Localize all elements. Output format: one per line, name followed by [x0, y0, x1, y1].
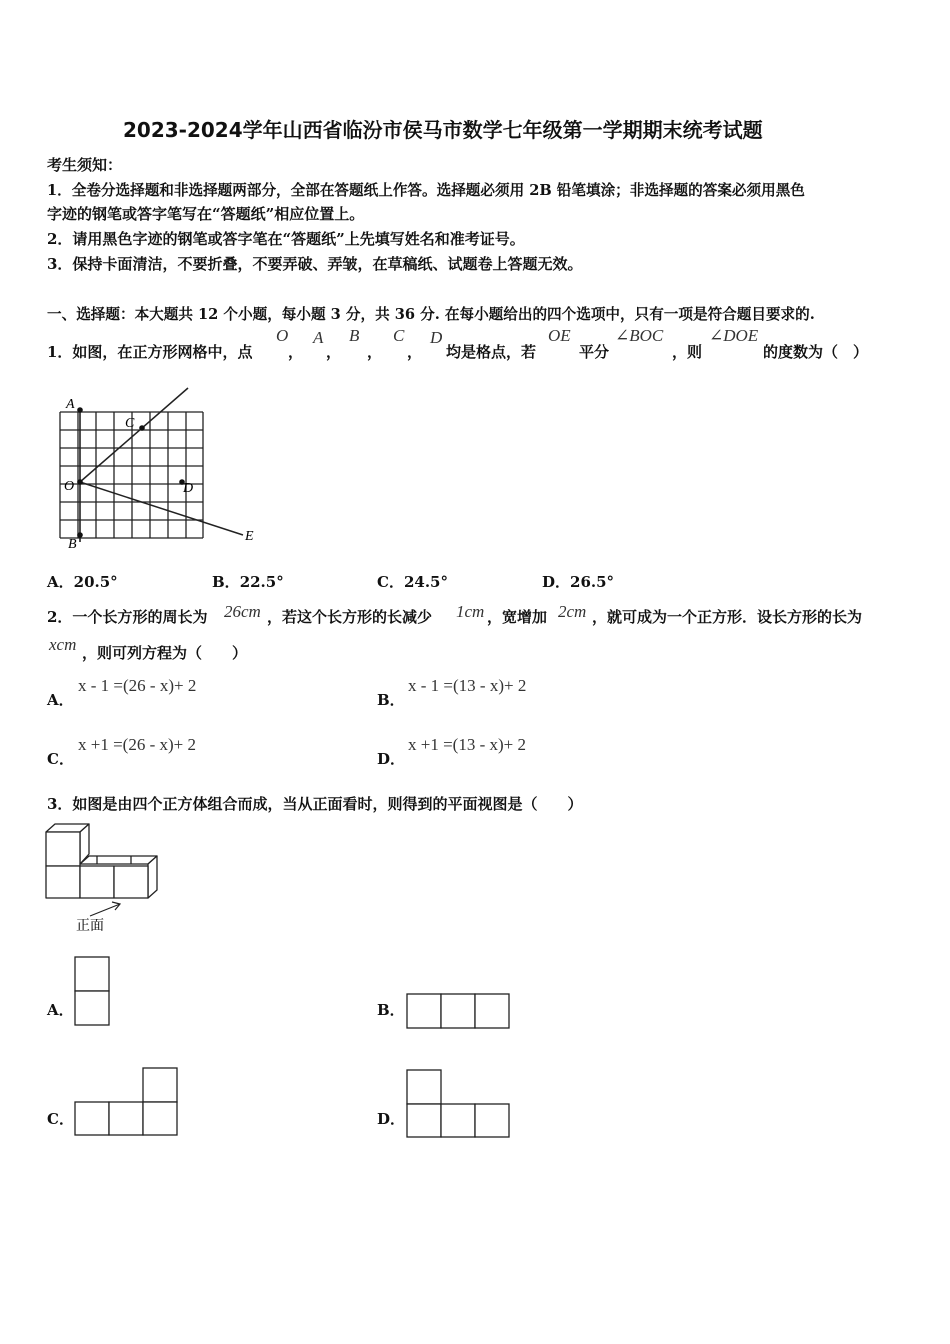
q1-option-b[interactable] — [212, 571, 284, 592]
q1-option-a-text: 20.5° — [73, 573, 118, 591]
q1-point-a: A — [313, 328, 324, 347]
q1-prefix: 1．如图，在正方形网格中，点 — [47, 343, 253, 361]
q1-option-c-label: C． — [377, 573, 404, 591]
q1-fig-label-e: E — [245, 529, 254, 544]
q2-option-d-label[interactable]: D． — [377, 750, 406, 768]
q1-fig-label-b: B — [68, 537, 77, 552]
q1-angle-doe: ∠DOE — [709, 326, 759, 345]
q1-option-b-label: B． — [212, 573, 240, 591]
q3-option-c-figure[interactable] — [74, 1066, 180, 1138]
q1-suffix: 的度数为（ ） — [763, 343, 869, 361]
q2-increase: 2cm — [558, 602, 587, 621]
q1-fig-label-c: C — [125, 416, 135, 431]
q2-part-3: ，宽增加 — [487, 608, 548, 626]
q3-option-a-label[interactable]: A． — [47, 1001, 74, 1019]
q1-option-d[interactable] — [542, 571, 614, 592]
q2-perimeter: 26cm — [224, 602, 261, 621]
q1-point-o: O — [276, 326, 289, 345]
section-heading: 一、选择题：本大题共 12 个小题，每小题 3 分，共 36 分. 在每小题给出的四个选项中，只有一项是符合题目要求的. — [47, 306, 815, 323]
notice-line-3: 3．保持卡面清洁，不要折叠，不要弄破、弄皱，在草稿纸、试题卷上答题无效。 — [47, 255, 583, 273]
q2-option-d-eq[interactable]: x +1 =(13 - x)+ 2 — [408, 735, 526, 754]
q1-comma-4: ， — [407, 343, 423, 361]
q1-option-c[interactable] — [377, 571, 448, 592]
q1-option-a-label: A． — [47, 573, 74, 591]
q1-option-b-text: 22.5° — [239, 573, 284, 591]
q1-option-d-label: D． — [542, 573, 571, 591]
q2-variable: xcm — [49, 635, 77, 654]
q1-option-a[interactable] — [47, 571, 118, 592]
q2-option-a-eq[interactable]: x - 1 =(26 - x)+ 2 — [78, 676, 197, 695]
q3-option-c-label[interactable]: C． — [47, 1110, 74, 1128]
q3-option-b-figure[interactable] — [406, 992, 512, 1030]
page-title: 2023-2024学年山西省临汾市侯马市数学七年级第一学期期末统考试题 — [123, 118, 763, 142]
q2-option-c-eq[interactable]: x +1 =(26 - x)+ 2 — [78, 735, 196, 754]
q2-decrease: 1cm — [456, 602, 485, 621]
q3-cube-figure — [44, 820, 164, 938]
q1-point-b: B — [349, 326, 360, 345]
q1-grid-figure — [55, 378, 270, 553]
notice-line-2: 2．请用黑色字迹的钢笔或答字笔在“答题纸”上先填写姓名和准考证号。 — [47, 230, 525, 248]
q1-comma-1: ， — [288, 343, 304, 361]
q1-mid: 均是格点，若 — [446, 343, 537, 361]
q1-fig-label-d: D — [183, 481, 194, 496]
q3-option-a-figure[interactable] — [74, 955, 112, 1029]
q2-part-1: 2．一个长方形的周长为 — [47, 608, 208, 626]
q1-option-c-text: 24.5° — [403, 573, 448, 591]
q3-option-d-figure[interactable] — [406, 1068, 512, 1140]
q2-option-b-eq[interactable]: x - 1 =(13 - x)+ 2 — [408, 676, 527, 695]
q1-angle-boc: ∠BOC — [615, 326, 664, 345]
q1-bisect: 平分 — [579, 343, 610, 361]
q3-front-label: 正面 — [76, 919, 104, 934]
q2-option-b-label[interactable]: B． — [377, 691, 405, 709]
q3-text: 3．如图是由四个正方体组合而成，当从正面看时，则得到的平面视图是（ ） — [47, 795, 583, 813]
notice-heading: 考生须知： — [47, 156, 123, 174]
q1-point-c: C — [393, 326, 405, 345]
q3-option-b-label[interactable]: B． — [377, 1001, 405, 1019]
q3-option-d-label[interactable]: D． — [377, 1110, 406, 1128]
q1-comma-2: ， — [326, 343, 342, 361]
notice-line-1a: 1．全卷分选择题和非选择题两部分，全部在答题纸上作答。选择题必须用 2B 铅笔填涂；非选择题的答案必须用黑色 — [47, 182, 805, 199]
q2-part-2: ，若这个长方形的长减少 — [267, 608, 433, 626]
q1-then: ，则 — [672, 343, 703, 361]
q1-fig-label-a: A — [66, 397, 75, 412]
q2-part-4: ，就可成为一个正方形．设长方形的长为 — [592, 608, 863, 626]
q2-option-c-label[interactable]: C． — [47, 750, 74, 768]
q1-comma-3: ， — [367, 343, 383, 361]
notice-line-1b: 字迹的钢笔或答字笔写在“答题纸”相应位置上。 — [47, 205, 365, 223]
q2-part-5: ，则可列方程为（ ） — [82, 644, 248, 662]
q1-point-d: D — [430, 328, 443, 347]
q2-option-a-label[interactable]: A． — [47, 691, 74, 709]
q1-option-d-text: 26.5° — [570, 573, 615, 591]
q1-oe: OE — [548, 326, 571, 345]
q1-fig-label-o: O — [64, 479, 75, 494]
